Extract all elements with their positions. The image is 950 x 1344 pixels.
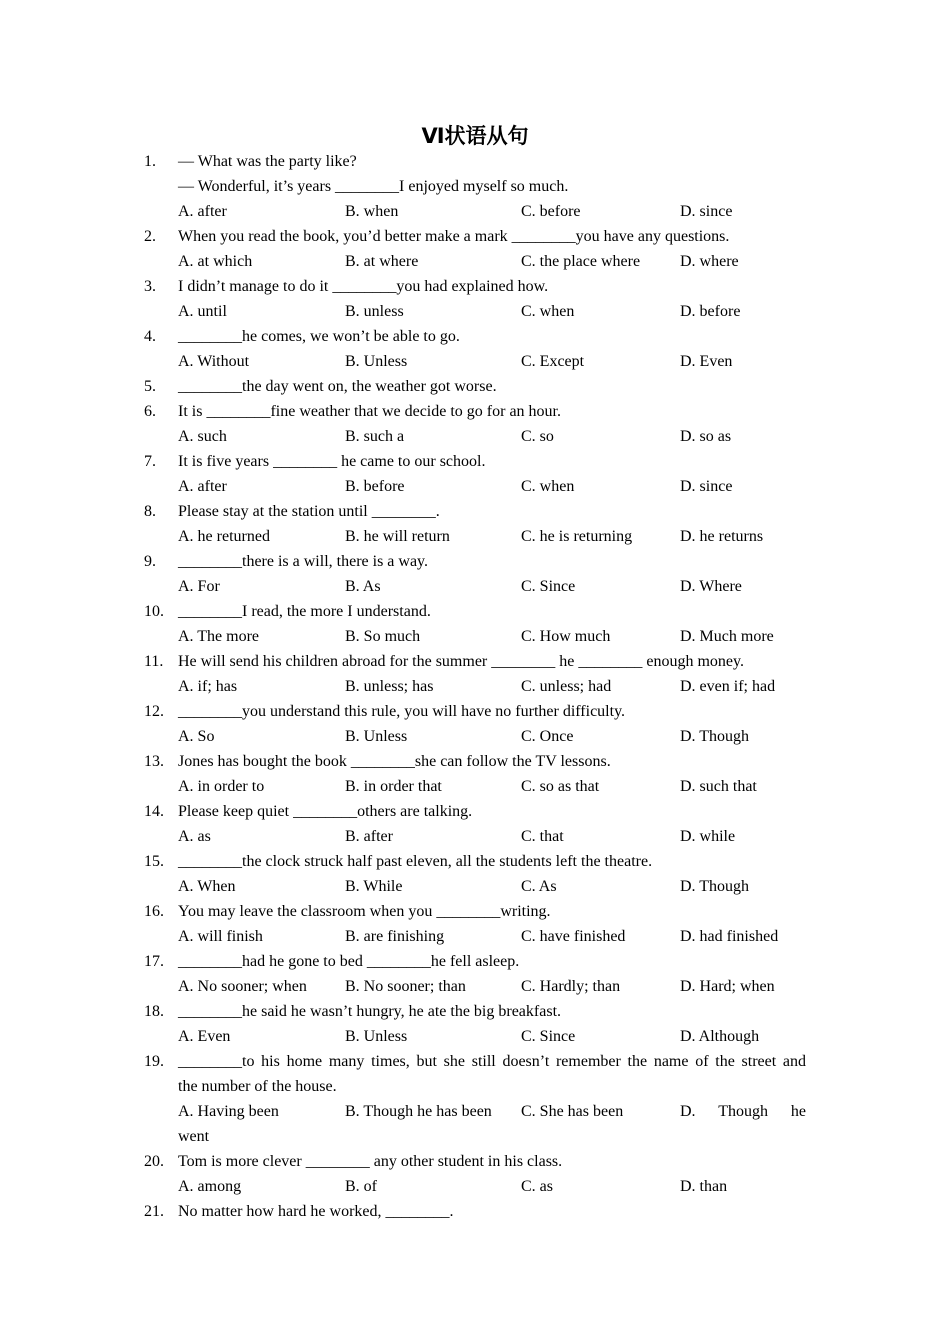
question-text: He will send his children abroad for the summer ________ he ________ enough money. bbox=[178, 653, 744, 670]
option-c: C. Once bbox=[521, 728, 574, 745]
option-d: D. since bbox=[680, 478, 733, 495]
question-item bbox=[144, 499, 812, 549]
options-row bbox=[144, 249, 812, 274]
option-d: D. since bbox=[680, 203, 733, 220]
option-d: D. while bbox=[680, 828, 736, 845]
option-b: B. Unless bbox=[345, 353, 408, 370]
option-a: A. at which bbox=[178, 253, 253, 270]
option-b: B. unless bbox=[345, 303, 404, 320]
question-number: 21. bbox=[144, 1203, 164, 1220]
options-row bbox=[144, 924, 812, 949]
option-c: C. unless; had bbox=[521, 678, 612, 695]
question-text: the number of the house. bbox=[178, 1078, 337, 1095]
option-c: C. have finished bbox=[521, 928, 626, 945]
option-a: A. Even bbox=[178, 1028, 231, 1045]
option-a: A. Without bbox=[178, 353, 250, 370]
question-line bbox=[144, 599, 812, 624]
question-item bbox=[144, 149, 812, 224]
option-continuation: went bbox=[178, 1128, 210, 1145]
question-line bbox=[144, 1149, 812, 1174]
question-line bbox=[144, 799, 812, 824]
options-row bbox=[144, 424, 812, 449]
option-c: C. that bbox=[521, 828, 564, 845]
option-a: A. he returned bbox=[178, 528, 270, 545]
question-line bbox=[144, 399, 812, 424]
option-c: C. Except bbox=[521, 353, 585, 370]
option-a: A. in order to bbox=[178, 778, 265, 795]
option-a: A. after bbox=[178, 478, 227, 495]
question-item bbox=[144, 599, 812, 649]
question-text: It is ________fine weather that we decide to go for an hour. bbox=[178, 403, 561, 420]
question-item bbox=[144, 274, 812, 324]
question-item bbox=[144, 449, 812, 499]
question-text: Jones has bought the book ________she can follow the TV lessons. bbox=[178, 753, 611, 770]
option-b: B. Unless bbox=[345, 728, 408, 745]
question-line bbox=[144, 174, 812, 199]
question-item bbox=[144, 1199, 812, 1224]
question-item bbox=[144, 799, 812, 849]
option-d: D. Where bbox=[680, 578, 742, 595]
question-text: ________to his home many times, but she still doesn’t remember the name of the street and bbox=[178, 1053, 806, 1070]
question-number: 2. bbox=[144, 228, 156, 245]
option-c: C. the place where bbox=[521, 253, 641, 270]
option-c: C. She has been bbox=[521, 1103, 624, 1120]
option-d: D. Though bbox=[680, 728, 750, 745]
option-a: A. after bbox=[178, 203, 227, 220]
question-number: 9. bbox=[144, 553, 156, 570]
options-row bbox=[144, 824, 812, 849]
option-d: D. he returns bbox=[680, 528, 764, 545]
question-number: 8. bbox=[144, 503, 156, 520]
option-b: B. So much bbox=[345, 628, 421, 645]
option-c: C. Since bbox=[521, 1028, 576, 1045]
option-b: B. in order that bbox=[345, 778, 442, 795]
question-number: 12. bbox=[144, 703, 164, 720]
question-line bbox=[144, 324, 812, 349]
question-text: — What was the party like? bbox=[178, 153, 357, 170]
option-a: A. as bbox=[178, 828, 211, 845]
question-line bbox=[144, 374, 812, 399]
option-b: B. Unless bbox=[345, 1028, 408, 1045]
option-b: B. such a bbox=[345, 428, 405, 445]
option-d: D. where bbox=[680, 253, 739, 270]
option-d: D. than bbox=[680, 1178, 728, 1195]
option-a: A. Having been bbox=[178, 1103, 279, 1120]
question-number: 4. bbox=[144, 328, 156, 345]
option-d: D. so as bbox=[680, 428, 732, 445]
question-item bbox=[144, 224, 812, 274]
question-number: 5. bbox=[144, 378, 156, 395]
option-c: C. so as that bbox=[521, 778, 600, 795]
option-d: D. such that bbox=[680, 778, 757, 795]
question-item bbox=[144, 549, 812, 599]
question-number: 19. bbox=[144, 1053, 164, 1070]
option-a: A. When bbox=[178, 878, 236, 895]
option-continuation-line bbox=[144, 1124, 812, 1149]
options-row bbox=[144, 299, 812, 324]
option-a: A. No sooner; when bbox=[178, 978, 307, 995]
question-line bbox=[144, 649, 812, 674]
options-row bbox=[144, 874, 812, 899]
option-d: D. Though he bbox=[680, 1103, 806, 1120]
options-row bbox=[144, 524, 812, 549]
options-row bbox=[144, 574, 812, 599]
question-text: Please keep quiet ________others are talking. bbox=[178, 803, 473, 820]
question-item bbox=[144, 899, 812, 949]
question-item bbox=[144, 324, 812, 374]
question-item bbox=[144, 949, 812, 999]
question-line bbox=[144, 549, 812, 574]
question-item bbox=[144, 649, 812, 699]
option-c: C. when bbox=[521, 303, 575, 320]
question-line bbox=[144, 274, 812, 299]
option-c: C. as bbox=[521, 1178, 553, 1195]
question-text: It is five years ________ he came to our school. bbox=[178, 453, 486, 470]
option-b: B. when bbox=[345, 203, 399, 220]
options-row bbox=[144, 1174, 812, 1199]
option-b: B. unless; has bbox=[345, 678, 434, 695]
question-line bbox=[144, 224, 812, 249]
question-item bbox=[144, 374, 812, 399]
option-a: A. until bbox=[178, 303, 227, 320]
options-row bbox=[144, 774, 812, 799]
question-number: 13. bbox=[144, 753, 164, 770]
question-line bbox=[144, 499, 812, 524]
option-d: D. Though bbox=[680, 878, 750, 895]
question-item bbox=[144, 849, 812, 899]
option-a: A. among bbox=[178, 1178, 242, 1195]
question-text: ________the clock struck half past eleven, all the students left the theatre. bbox=[178, 853, 653, 870]
question-text: ________the day went on, the weather got worse. bbox=[178, 378, 497, 395]
options-row bbox=[144, 349, 812, 374]
option-a: A. The more bbox=[178, 628, 260, 645]
question-line bbox=[144, 749, 812, 774]
option-d: D. had finished bbox=[680, 928, 779, 945]
option-b: B. As bbox=[345, 578, 381, 595]
option-b: B. Though he has been bbox=[345, 1103, 492, 1120]
question-number: 16. bbox=[144, 903, 164, 920]
question-line bbox=[144, 1074, 812, 1099]
question-item bbox=[144, 999, 812, 1049]
question-line bbox=[144, 1199, 812, 1224]
option-b: B. at where bbox=[345, 253, 419, 270]
question-number: 20. bbox=[144, 1153, 164, 1170]
option-c: C. Hardly; than bbox=[521, 978, 621, 995]
question-number: 10. bbox=[144, 603, 164, 620]
question-item bbox=[144, 1049, 812, 1149]
question-line bbox=[144, 1049, 812, 1074]
options-row bbox=[144, 474, 812, 499]
option-b: B. No sooner; than bbox=[345, 978, 466, 995]
question-text: ________had he gone to bed ________he fell asleep. bbox=[178, 953, 520, 970]
question-line bbox=[144, 699, 812, 724]
options-row bbox=[144, 1099, 812, 1124]
option-d: D. Hard; when bbox=[680, 978, 775, 995]
option-c: C. so bbox=[521, 428, 554, 445]
question-number: 1. bbox=[144, 153, 156, 170]
question-number: 11. bbox=[144, 653, 164, 670]
question-number: 14. bbox=[144, 803, 164, 820]
option-d: D. even if; had bbox=[680, 678, 776, 695]
option-b: B. While bbox=[345, 878, 403, 895]
question-line bbox=[144, 849, 812, 874]
question-number: 17. bbox=[144, 953, 164, 970]
option-d: D. before bbox=[680, 303, 741, 320]
option-c: C. Since bbox=[521, 578, 576, 595]
option-c: C. As bbox=[521, 878, 557, 895]
question-text: ________I read, the more I understand. bbox=[178, 603, 431, 620]
option-d: D. Although bbox=[680, 1028, 760, 1045]
question-text: Tom is more clever ________ any other student in his class. bbox=[178, 1153, 563, 1170]
question-item bbox=[144, 699, 812, 749]
question-item bbox=[144, 749, 812, 799]
question-number: 6. bbox=[144, 403, 156, 420]
question-line bbox=[144, 449, 812, 474]
option-b: B. of bbox=[345, 1178, 377, 1195]
question-number: 18. bbox=[144, 1003, 164, 1020]
question-text: ________he comes, we won’t be able to go. bbox=[178, 328, 460, 345]
options-row bbox=[144, 724, 812, 749]
question-line bbox=[144, 999, 812, 1024]
page-title: Ⅵ状语从句 bbox=[421, 124, 529, 148]
option-b: B. are finishing bbox=[345, 928, 445, 945]
option-a: A. such bbox=[178, 428, 227, 445]
option-b: B. before bbox=[345, 478, 405, 495]
question-line bbox=[144, 899, 812, 924]
option-a: A. So bbox=[178, 728, 215, 745]
question-number: 15. bbox=[144, 853, 164, 870]
question-item bbox=[144, 399, 812, 449]
question-line bbox=[144, 149, 812, 174]
option-c: C. he is returning bbox=[521, 528, 633, 545]
question-text: ________there is a will, there is a way. bbox=[178, 553, 429, 570]
option-a: A. will finish bbox=[178, 928, 263, 945]
question-number: 3. bbox=[144, 278, 156, 295]
question-text: You may leave the classroom when you ________writing. bbox=[178, 903, 551, 920]
option-d: D. Much more bbox=[680, 628, 774, 645]
question-text: ________he said he wasn’t hungry, he ate the big breakfast. bbox=[178, 1003, 562, 1020]
options-row bbox=[144, 1024, 812, 1049]
question-list bbox=[144, 149, 812, 1224]
question-text: — Wonderful, it’s years ________I enjoyed myself so much. bbox=[178, 178, 569, 195]
options-row bbox=[144, 199, 812, 224]
question-text: I didn’t manage to do it ________you had explained how. bbox=[178, 278, 549, 295]
question-text: When you read the book, you’d better make a mark ________you have any questions. bbox=[178, 228, 730, 245]
option-c: C. before bbox=[521, 203, 581, 220]
options-row bbox=[144, 974, 812, 999]
question-text: No matter how hard he worked, ________. bbox=[178, 1203, 454, 1220]
option-c: C. How much bbox=[521, 628, 611, 645]
option-b: B. he will return bbox=[345, 528, 450, 545]
option-d: D. Even bbox=[680, 353, 733, 370]
question-line bbox=[144, 949, 812, 974]
question-text: Please stay at the station until ________. bbox=[178, 503, 440, 520]
options-row bbox=[144, 674, 812, 699]
option-b: B. after bbox=[345, 828, 393, 845]
question-item bbox=[144, 1149, 812, 1199]
option-a: A. For bbox=[178, 578, 220, 595]
question-number: 7. bbox=[144, 453, 156, 470]
option-a: A. if; has bbox=[178, 678, 238, 695]
options-row bbox=[144, 624, 812, 649]
question-text: ________you understand this rule, you will have no further difficulty. bbox=[178, 703, 626, 720]
option-c: C. when bbox=[521, 478, 575, 495]
